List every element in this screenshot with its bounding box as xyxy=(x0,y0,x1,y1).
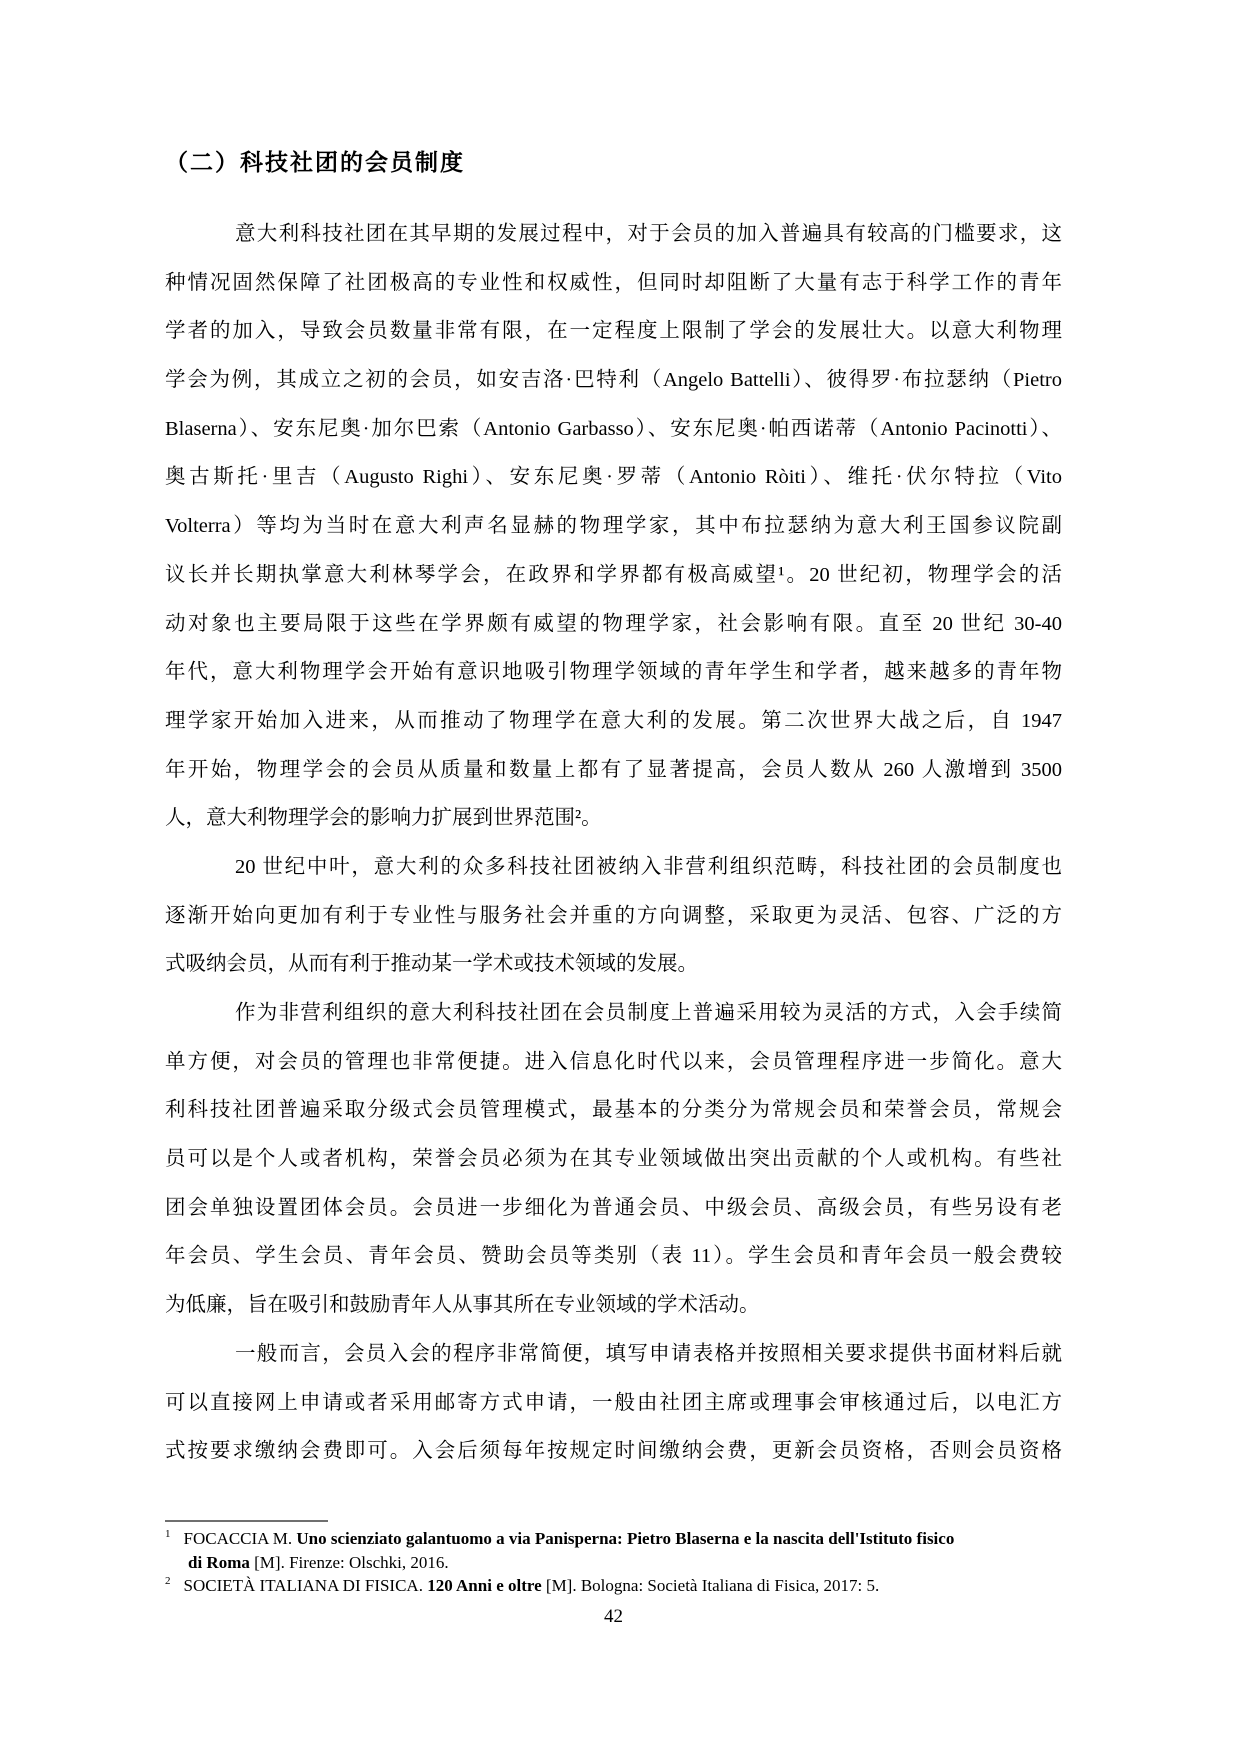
text-line: Blaserna）、安东尼奥·加尔巴索（Antonio Garbasso）、安东尼奥·帕西诺蒂（Antonio Pacinotti）、 xyxy=(165,417,1062,440)
paragraph xyxy=(165,1330,1062,1476)
text-line: 单方便，对会员的管理也非常便捷。进入信息化时代以来，会员管理程序进一步简化。意大 xyxy=(165,1050,1062,1073)
text-line: 年会员、学生会员、青年会员、赞助会员等类别（表 11）。学生会员和青年会员一般会费较 xyxy=(165,1245,1062,1268)
text-line: 为低廉，旨在吸引和鼓励青年人从事其所在专业领域的学术活动。 xyxy=(165,1294,760,1317)
text-line: 员可以是个人或者机构，荣誉会员必须为在其专业领域做出突出贡献的个人或机构。有些社 xyxy=(165,1148,1062,1171)
text-line: 可以直接网上申请或者采用邮寄方式申请，一般由社团主席或理事会审核通过后，以电汇方 xyxy=(165,1391,1062,1414)
text-line: 年开始，物理学会的会员从质量和数量上都有了显著提高，会员人数从 260 人激增到 3500 xyxy=(165,758,1062,781)
text-line: 利科技社团普遍采取分级式会员管理模式，最基本的分类分为常规会员和荣誉会员，常规会 xyxy=(165,1099,1062,1122)
page-number: 42 xyxy=(604,1606,623,1627)
footnote-continuation xyxy=(165,1551,1081,1575)
footnote xyxy=(165,1527,1081,1551)
footnote-marker: 1 xyxy=(165,1528,171,1540)
text-line: 式吸纳会员，从而有利于推动某一学术或技术领域的发展。 xyxy=(165,953,698,976)
text-line: Volterra）等均为当时在意大利声名显赫的物理学家，其中布拉瑟纳为意大利王国参议院副 xyxy=(165,515,1062,538)
text-line: 团会单独设置团体会员。会员进一步细化为普通会员、中级会员、高级会员，有些另设有老 xyxy=(165,1196,1062,1219)
footnote-text: [M]. Firenze: Olschki, 2016. xyxy=(249,1552,449,1572)
footnote-text: SOCIETÀ ITALIANA DI FISICA. xyxy=(183,1576,428,1595)
text-line: 理学家开始加入进来，从而推动了物理学在意大利的发展。第二次世界大战之后，自 1947 xyxy=(165,709,1062,732)
footnote-text: [M]. Bologna: Società Italiana di Fisica, 2017: 5. xyxy=(541,1576,880,1595)
footnote-marker: 2 xyxy=(165,1575,171,1587)
footnote-separator xyxy=(165,1520,328,1522)
paragraph xyxy=(165,210,1062,843)
text-line: 式按要求缴纳会费即可。入会后须每年按规定时间缴纳会费，更新会员资格，否则会员资格 xyxy=(165,1440,1062,1463)
text-line: 学会为例，其成立之初的会员，如安吉洛·巴特利（Angelo Battelli）、彼得罗·布拉瑟纳（Pietro xyxy=(165,369,1062,392)
section-heading: （二）科技社团的会员制度 xyxy=(165,149,465,175)
text-line: 奥古斯托·里吉（Augusto Righi）、安东尼奥·罗蒂（Antonio Ròiti）、维托·伏尔特拉（Vito xyxy=(165,466,1062,489)
paragraph xyxy=(165,989,1062,1330)
text-line: 人，意大利物理学会的影响力扩展到世界范围²。 xyxy=(165,807,602,830)
footnote-text: di Roma xyxy=(188,1552,250,1572)
footnotes xyxy=(165,1527,1081,1598)
footnote-text: FOCACCIA M. xyxy=(183,1529,297,1548)
text-line: 一般而言，会员入会的程序非常简便，填写申请表格并按照相关要求提供书面材料后就 xyxy=(235,1342,1062,1365)
footnote-text: Uno scienziato galantuomo a via Panisperna: Pietro Blaserna e la nascita dell'Istituto fisico xyxy=(296,1529,955,1548)
footnote xyxy=(165,1574,1081,1598)
text-line: 学者的加入，导致会员数量非常有限，在一定程度上限制了学会的发展壮大。以意大利物理 xyxy=(165,320,1062,343)
footnote-text: 120 Anni e oltre xyxy=(427,1576,542,1595)
text-line: 动对象也主要局限于这些在学界颇有威望的物理学家，社会影响有限。直至 20 世纪 30-40 xyxy=(165,612,1062,635)
text-line: 年代，意大利物理学会开始有意识地吸引物理学领域的青年学生和学者，越来越多的青年物 xyxy=(165,661,1062,684)
text-line: 议长并长期执掌意大利林琴学会，在政界和学界都有极高威望¹。20 世纪初，物理学会的活 xyxy=(165,563,1062,586)
text-line: 作为非营利组织的意大利科技社团在会员制度上普遍采用较为灵活的方式，入会手续简 xyxy=(235,1002,1062,1024)
text-line: 种情况固然保障了社团极高的专业性和权威性，但同时却阻断了大量有志于科学工作的青年 xyxy=(165,271,1062,294)
text-line: 逐渐开始向更加有利于专业性与服务社会并重的方向调整，采取更为灵活、包容、广泛的方 xyxy=(165,904,1062,927)
text-line: 意大利科技社团在其早期的发展过程中，对于会员的加入普遍具有较高的门槛要求，这 xyxy=(235,223,1062,245)
paragraph xyxy=(165,843,1062,989)
text-line: 20 世纪中叶，意大利的众多科技社团被纳入非营利组织范畴，科技社团的会员制度也 xyxy=(235,855,1062,878)
body-text xyxy=(165,210,1062,1476)
